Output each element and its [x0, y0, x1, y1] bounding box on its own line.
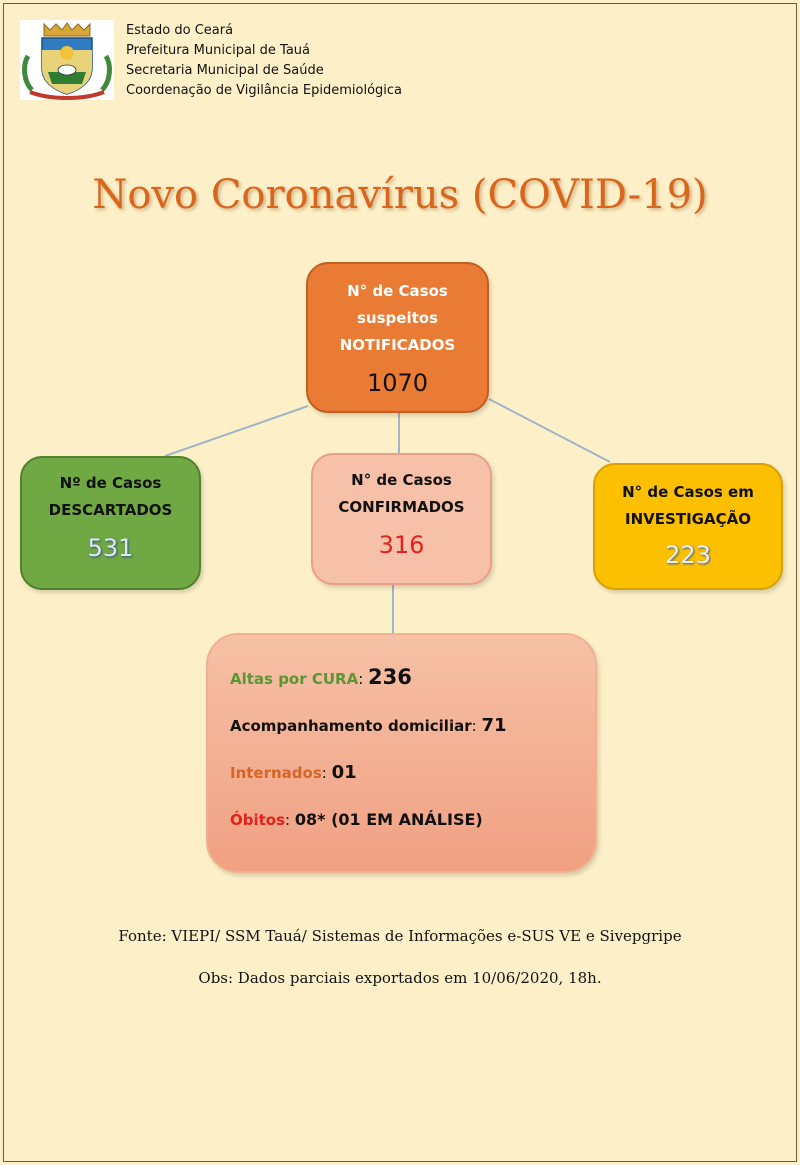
discarded-cases-box [20, 456, 201, 590]
notified-label-3: NOTIFICADOS [339, 336, 456, 354]
page-title: Novo Coronavírus (COVID-19) [92, 172, 708, 218]
confirmed-cases-box [311, 453, 492, 585]
header-prefecture: Prefeitura Municipal de Tauá [126, 43, 311, 58]
hospitalized-row: Internados: 01 [230, 762, 357, 783]
confirmed-label-2: CONFIRMADOS [338, 498, 465, 516]
hospitalized-value: 01 [331, 762, 357, 783]
home-care-row: Acompanhamento domiciliar: 71 [230, 715, 507, 736]
footer-source: Fonte: VIEPI/ SSM Tauá/ Sistemas de Informações e-SUS VE e Sivepgripe [118, 927, 682, 945]
investigation-value: 223 [665, 541, 711, 569]
discarded-label-1: Nº de Casos [59, 474, 162, 492]
header-state: Estado do Ceará [126, 23, 234, 38]
cured-label: Altas por CURA [230, 670, 359, 688]
investigation-label-2: INVESTIGAÇÃO [625, 510, 751, 528]
notified-label-1: N° de Casos [347, 282, 448, 300]
cured-value: 236 [368, 665, 412, 689]
header-secretariat: Secretaria Municipal de Saúde [126, 63, 324, 78]
confirmed-label-1: N° de Casos [351, 471, 452, 489]
deaths-value: 08* (01 EM ANÁLISE) [294, 810, 483, 829]
discarded-label-2: DESCARTADOS [48, 501, 173, 519]
notified-label-2: suspeitos [357, 309, 438, 327]
home-care-label: Acompanhamento domiciliar [230, 717, 472, 735]
notified-cases-box [306, 262, 489, 413]
discarded-value: 531 [87, 534, 134, 562]
investigation-label-1: N° de Casos em [622, 483, 754, 501]
hospitalized-label: Internados [230, 764, 322, 782]
connector-notified-discarded [165, 406, 308, 456]
confirmed-value: 316 [378, 531, 425, 559]
footer-note: Obs: Dados parciais exportados em 10/06/2020, 18h. [198, 969, 602, 987]
notified-value: 1070 [366, 369, 429, 397]
connector-notified-investigation [489, 399, 610, 462]
cured-row: Altas por CURA: 236 [230, 665, 412, 689]
header-coordination: Coordenação de Vigilância Epidemiológica [126, 83, 402, 98]
deaths-row: Óbitos: 08* (01 EM ANÁLISE) [230, 810, 483, 829]
home-care-value: 71 [481, 715, 507, 736]
deaths-label: Óbitos [230, 811, 286, 829]
confirmed-details-box [206, 633, 597, 873]
investigation-cases-box [593, 463, 783, 590]
